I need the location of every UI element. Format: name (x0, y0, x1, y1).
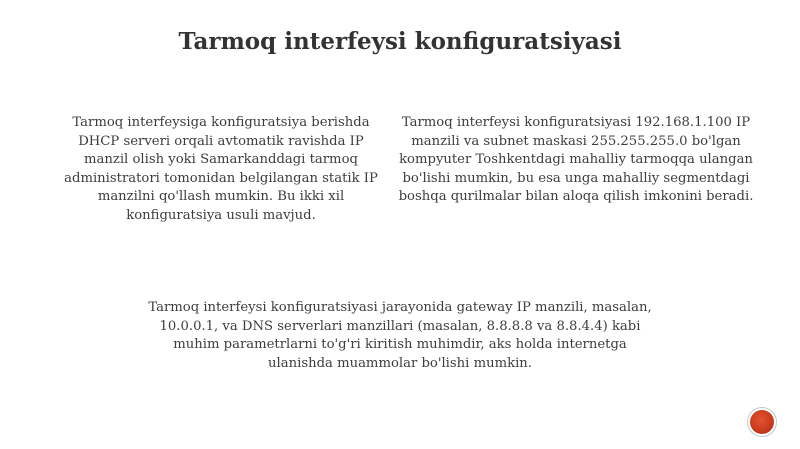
slide-nav-button[interactable] (747, 407, 777, 437)
slide-title: Tarmoq interfeysi konfiguratsiyasi (178, 28, 622, 55)
paragraph-right: Tarmoq interfeysi konfiguratsiyasi 192.168.1.100 IP manzili va subnet maskasi 255.255.255.0 bo'lgan kompyuter Toshkentdagi mahalliy tarmoqqa ulangan bo'lishi mumkin, bu esa unga mahalliy segmentdagi boshqa qurilmalar bilan aloqa qilish imkonini beradi. (398, 115, 754, 205)
paragraph-left: Tarmoq interfeysiga konfiguratsiya berishda DHCP serveri orqali avtomatik ravishda IP manzil olish yoki Samarkanddagi tarmoq administratori tomonidan belgilangan statik IP manzilni qo'llash mumkin. Bu ikki xil konfiguratsiya usuli mavjud. (64, 115, 378, 223)
circle-button-icon (750, 410, 774, 434)
paragraph-bottom: Tarmoq interfeysi konfiguratsiyasi jarayonida gateway IP manzili, masalan, 10.0.0.1, va DNS serverlari manzillari (masalan, 8.8.8.8 va 8.8.4.4) kabi muhim parametrlarni to'g'ri kiritish muhimdir, aks holda internetga ulanishda muammolar bo'lishi mumkin. (148, 300, 652, 371)
